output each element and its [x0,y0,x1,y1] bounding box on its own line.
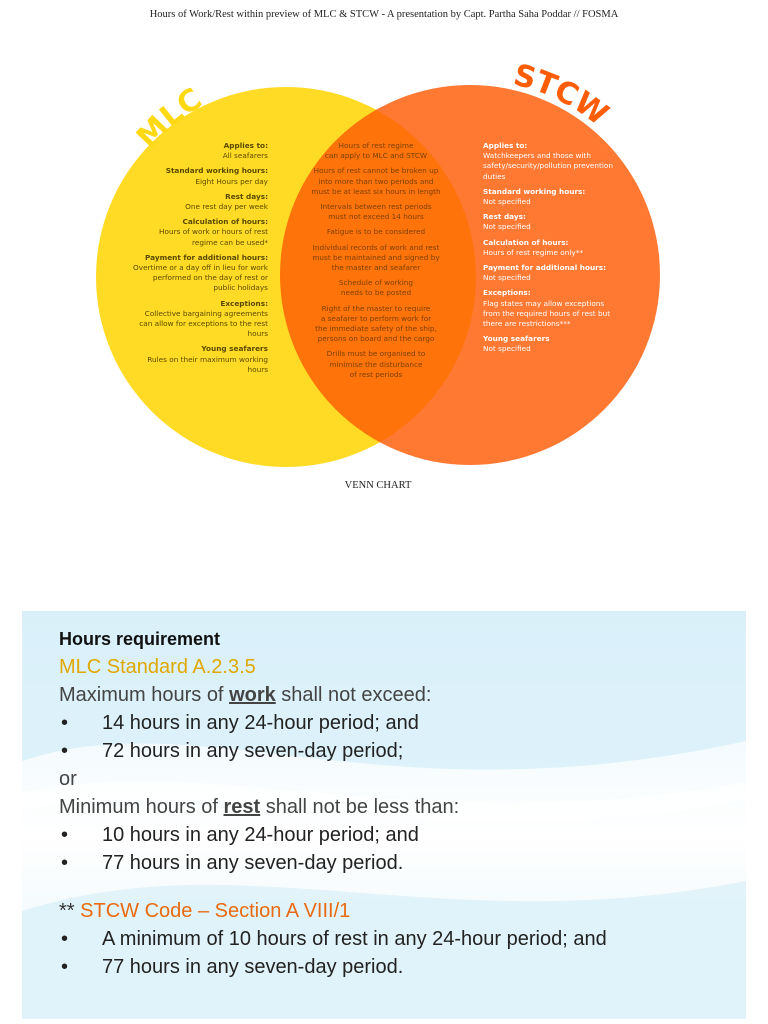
stcw-entry-heading: Payment for additional hours: [483,263,607,273]
min-rest-prefix: Minimum hours of [59,796,224,818]
mlc-entry [126,299,268,340]
mlc-entry-heading: Applies to: [223,141,268,150]
overlap-column [306,141,446,385]
min-rest-suffix: shall not be less than: [260,796,460,818]
mlc-entry-text: Rules on their maximum working [147,354,268,364]
overlap-entry-text: Intervals between rest periods [320,202,432,212]
stcw-entry [483,238,633,258]
work-bullet: • 72 hours in any seven-day period; [59,737,739,765]
overlap-entry-text: Fatigue is to be considered [326,227,426,237]
mlc-entry [126,192,268,212]
stcw-entry-text: Watchkeepers and those with [483,151,591,161]
stcw-title-text: STCW [509,57,615,133]
overlap-entry-text: of rest periods [349,369,403,379]
stcw-bullet: • 77 hours in any seven-day period. [59,953,739,981]
mlc-entry-text: can allow for exceptions to the rest [139,319,268,329]
rest-keyword: rest [223,796,261,818]
stcw-footnote-marker: ** [59,900,75,922]
overlap-entry-text: the immediate safety of the ship, [315,324,437,334]
stcw-entry-heading: Calculation of hours: [483,237,569,247]
stcw-entry-heading: Exceptions: [483,288,531,298]
stcw-entry-text: from the required hours of rest but [483,308,611,318]
slide-content [59,629,739,981]
overlap-entry-text: persons on board and the cargo [317,334,435,344]
overlap-entry [306,166,446,197]
overlap-entry [306,349,446,380]
mlc-entry [126,253,268,294]
mlc-entry [126,166,268,186]
stcw-entry-text: Not specified [483,344,531,354]
stcw-bullet: • A minimum of 10 hours of rest in any 24-hour period; and [59,925,739,953]
hours-requirement-slide [22,611,746,1019]
overlap-entry-text: into more than two periods and [318,176,434,186]
stcw-entry-text: Flag states may allow exceptions [483,298,605,308]
stcw-entry-text: safety/security/pollution prevention [483,161,614,171]
mlc-entry-heading: Payment for additional hours: [144,252,268,262]
max-work-suffix: shall not exceed: [275,684,432,706]
stcw-entry-text: Not specified [483,222,531,232]
rest-bullet: • 10 hours in any 24-hour period; and [59,821,739,849]
mlc-entry-text: Collective bargaining agreements [144,308,268,318]
overlap-entry [306,304,446,345]
overlap-entry-text: must be maintained and signed by [312,252,440,262]
overlap-entry-text: must be at least six hours in length [311,186,441,196]
overlap-entry-text: can apply to MLC and STCW [324,151,428,161]
mlc-standard-heading: MLC Standard A.2.3.5 [59,656,256,678]
mlc-entry-text: Eight Hours per day [195,176,268,186]
mlc-entry-text: hours [247,329,268,339]
stcw-entry [483,141,633,182]
mlc-only-column [126,141,268,380]
stcw-entry-text: Hours of rest regime only** [483,247,583,257]
mlc-entry [126,217,268,248]
mlc-entry [126,141,268,161]
overlap-entry-text: minimise the disturbance [329,359,423,369]
mlc-entry-heading: Standard working hours: [165,166,268,176]
work-bullet: • 14 hours in any 24-hour period; and [59,709,739,737]
overlap-entry-text: Schedule of working [338,278,414,288]
overlap-entry-text: must not exceed 14 hours [328,212,424,222]
stcw-standard-text: STCW Code – Section A VIII/1 [80,900,351,922]
min-rest-line [59,793,739,821]
mlc-entry-text: All seafarers [222,151,268,161]
stcw-entry-text: duties [483,171,506,181]
mlc-entry-heading: Young seafarers [201,344,268,354]
stcw-entry-text: Not specified [483,273,531,283]
mlc-entry-heading: Exceptions: [220,298,268,308]
mlc-entry-text: One rest day per week [185,202,268,212]
max-work-line [59,681,739,709]
overlap-entry-text: needs to be posted [340,288,412,298]
stcw-entry-text: Not specified [483,197,531,207]
overlap-entry-text: Right of the master to require [321,303,431,313]
stcw-entry-heading: Young seafarers [483,334,550,344]
rest-bullet: • 77 hours in any seven-day period. [59,849,739,877]
overlap-entry-text: Drills must be organised to [326,349,426,359]
stcw-entry [483,288,633,329]
max-work-prefix: Maximum hours of [59,684,230,706]
overlap-entry [306,141,446,161]
mlc-entry-text: hours [247,364,268,374]
stcw-entry-heading: Standard working hours: [483,186,586,196]
mlc-entry [126,344,268,375]
stcw-only-column [483,141,633,360]
stcw-entry [483,334,633,354]
mlc-entry-text: Hours of work or hours of rest [159,227,268,237]
overlap-entry-text: Hours of rest regime [338,141,414,150]
mlc-entry-text: public holidays [213,283,268,293]
overlap-entry-text: a seafarer to perform work for [320,313,432,323]
overlap-entry [306,243,446,274]
stcw-entry [483,212,633,232]
stcw-standard-heading [59,897,739,925]
stcw-title [510,58,615,133]
mlc-entry-heading: Rest days: [225,191,268,201]
venn-caption: VENN CHART [344,480,412,491]
mlc-entry-heading: Calculation of hours: [182,217,268,227]
slide-title: Hours requirement [59,629,221,649]
mlc-entry-text: regime can be used* [192,237,268,247]
mlc-entry-text: Overtime or a day off in lieu for work [133,263,268,273]
stcw-entry [483,263,633,283]
or-line: or [59,768,77,790]
overlap-entry [306,202,446,222]
work-keyword: work [229,684,276,706]
stcw-entry-heading: Applies to: [483,141,528,150]
page-header: Hours of Work/Rest within preview of MLC & STCW - A presentation by Capt. Partha Saha Poddar // FOSMA [149,9,619,20]
mlc-entry-text: performed on the day of rest or [152,273,268,283]
overlap-entry-text: the master and seafarer [331,263,421,273]
overlap-entry-text: Hours of rest cannot be broken up [313,166,439,176]
stcw-entry-heading: Rest days: [483,212,526,222]
overlap-entry-text: Individual records of work and rest [312,242,440,252]
stcw-entry-text: there are restrictions*** [483,319,571,329]
overlap-entry [306,227,446,237]
stcw-entry [483,187,633,207]
overlap-entry [306,278,446,298]
mlc-title-text: MLC [129,81,209,156]
